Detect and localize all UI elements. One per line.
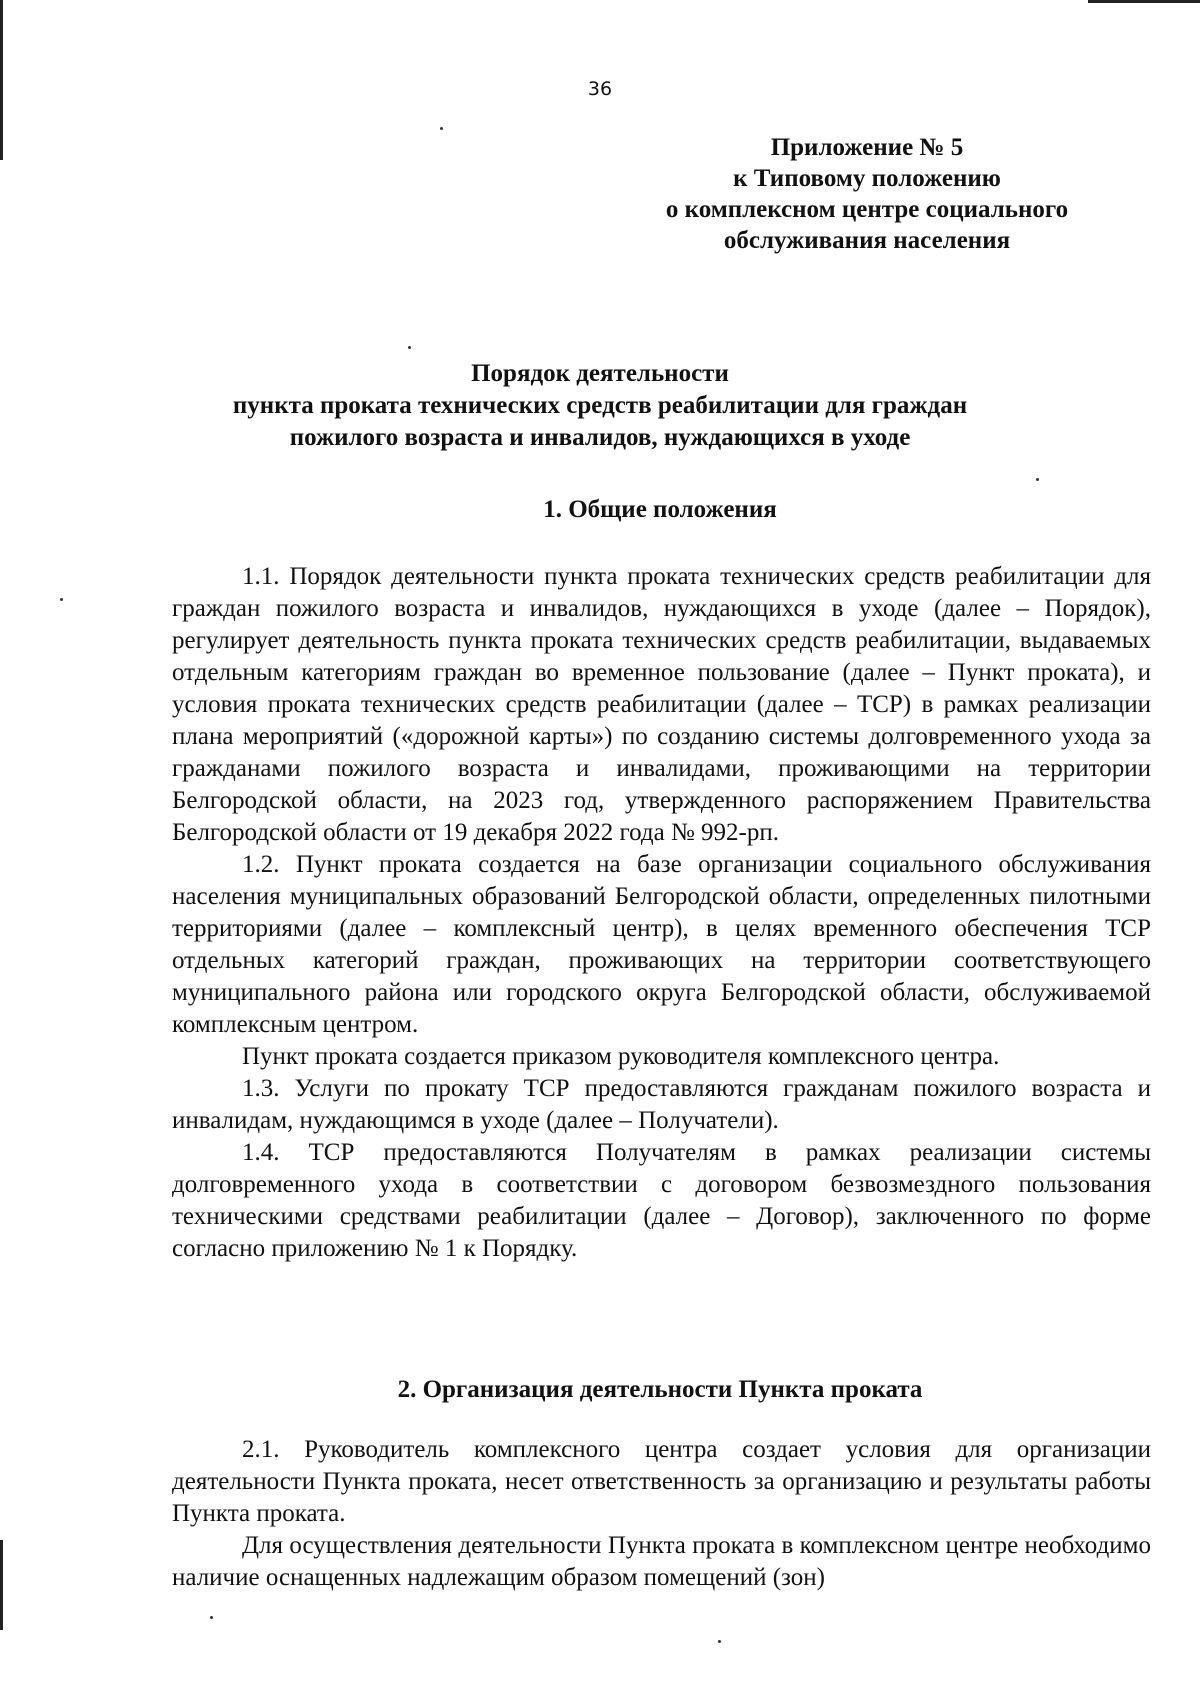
scan-edge-mark <box>0 0 3 160</box>
title-line: Порядок деятельности <box>471 360 729 387</box>
title-line: пункта проката технических средств реабилитации для граждан <box>232 392 968 419</box>
scan-edge-mark <box>0 1540 3 1630</box>
paragraph: 1.1. Порядок деятельности пункта проката технических средств реабилитации для граждан пожилого возраста и инвалидов, нуждающихся в уходе (далее – Порядок), регулирует деятельность пункта проката технических средств реабилитации, выдаваемых отдельным категориям граждан во временное пользование (далее – Пункт проката), и условия проката технических средств реабилитации (далее – ТСР) в рамках реализации плана мероприятий («дорожной карты») по созданию системы долговременного ухода за гражданами пожилого возраста и инвалидами, проживающими на территории Белгородской области, на 2023 год, утвержденного распоряжением Правительства Белгородской области от 19 декабря 2022 года № 992-рп. <box>172 563 1151 846</box>
appendix-line: обслуживания населения <box>723 227 1011 254</box>
paragraph: Пункт проката создается приказом руководителя комплексного центра. <box>242 1043 1000 1070</box>
paragraph: 1.4. ТСР предоставляются Получателям в рамках реализации системы долговременного ухода в соответствии с договором безвозмездного пользования техническими средствами реабилитации (далее – Договор), заключенного по форме согласно приложению № 1 к Порядку. <box>172 1139 1151 1262</box>
document-title <box>150 358 1050 454</box>
appendix-header <box>607 132 1127 256</box>
scan-edge-mark <box>1088 0 1200 3</box>
paragraph: 2.1. Руководитель комплексного центра создает условия для организации деятельности Пункта проката, несет ответственность за организацию и результаты работы Пункта проката. <box>172 1436 1151 1527</box>
scan-speck <box>60 598 63 601</box>
page-number: 36 <box>587 78 613 100</box>
paragraph: 1.2. Пункт проката создается на базе организации социального обслуживания населения муниципальных образований Белгородской области, определенных пилотными территориями (далее – комплексный центр), в целях временного обеспечения ТСР отдельных категорий граждан, проживающих на территории соответствующего муниципального района или городского округа Белгородской области, обслуживаемой комплексным центром. <box>172 851 1151 1038</box>
scan-speck <box>440 127 443 130</box>
section-body <box>172 1434 1151 1594</box>
section-heading: 1. Общие положения <box>543 496 777 523</box>
section-body <box>172 561 1151 1265</box>
scan-speck <box>1036 478 1039 481</box>
title-line: пожилого возраста и инвалидов, нуждающихся в уходе <box>289 424 911 451</box>
section-heading: 2. Организация деятельности Пункта проката <box>397 1376 923 1403</box>
scan-speck <box>210 1616 213 1619</box>
paragraph: 1.3. Услуги по прокату ТСР предоставляются гражданам пожилого возраста и инвалидам, нуждающимся в уходе (далее – Получатели). <box>172 1075 1151 1134</box>
appendix-line: Приложение № 5 <box>770 134 964 161</box>
appendix-line: о комплексном центре социального <box>665 196 1069 223</box>
paragraph: Для осуществления деятельности Пункта проката в комплексном центре необходимо наличие оснащенных надлежащим образом помещений (зон) <box>172 1532 1151 1591</box>
scan-speck <box>718 1640 721 1643</box>
appendix-line: к Типовому положению <box>733 165 1001 192</box>
scan-speck <box>408 346 411 349</box>
